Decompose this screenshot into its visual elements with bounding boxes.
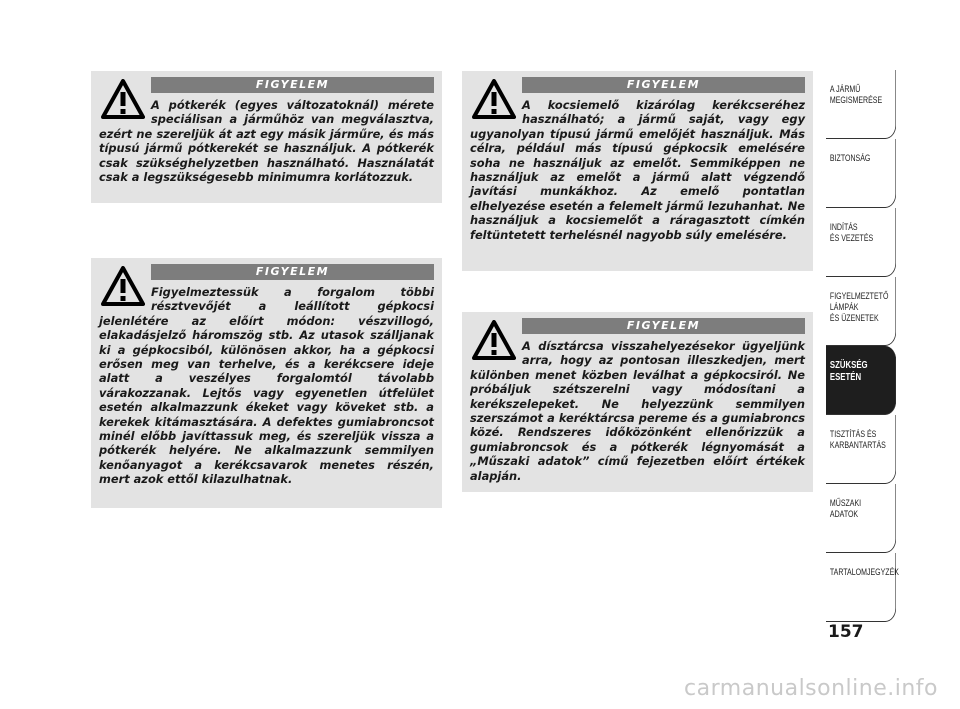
warning-triangle-icon [472, 79, 516, 119]
warning-heading: FIGYELEM [522, 318, 805, 334]
warning-text: A kocsiemelő kizárólag kerékcseréhez használható; a jármű saját, vagy egy ugyanolyan típusú jármű emelőjét használjuk. Más célra, például más típusú gépkocsik emelésére soha ne használjuk az emelőt. Semmiképpen ne használjuk az emelőt a jármű alatt végzendő javítási munkákhoz. Az emelő pontatlan elhelyezése esetén a felemelt jármű lezuhanhat. Ne használjuk a kocsiemelőt a ráragasztott címkén feltüntetett terhelésnél nagyobb súly emelésére. [470, 98, 805, 242]
watermark: carmanualsonline.info [684, 676, 938, 701]
tab-technical-data[interactable]: MŰSZAKI ADATOK [826, 484, 896, 553]
warning-heading: FIGYELEM [151, 264, 434, 280]
tab-index[interactable]: TARTALOMJEGYZÉK [826, 553, 896, 622]
tab-safety[interactable]: BIZTONSÁG [826, 139, 896, 208]
warning-heading: FIGYELEM [151, 77, 434, 93]
warning-box-traffic [91, 258, 442, 508]
warning-triangle-icon [101, 79, 145, 119]
warning-box-spare-wheel [91, 71, 442, 203]
warning-triangle-icon [472, 320, 516, 360]
warning-text: A dísztárcsa visszahelyezésekor ügyeljünk arra, hogy az pontosan illeszkedjen, mert különben menet közben leválhat a gépkocsiról. Ne próbáljuk szétszerelni vagy módosítani a kerékszelepeket. Ne helyezzünk semmilyen szerszámot a keréktárcsa pereme és a gumiabroncs közé. Rendszeres időközönként ellenőrizzük a gumiabroncsok és a pótkerék légnyomását a „Műszaki adatok” című fejezetben előírt értékek alapján. [470, 339, 805, 483]
warning-box-jack [462, 71, 813, 271]
warning-triangle-icon [101, 266, 145, 306]
tab-starting-driving[interactable]: INDÍTÁS ÉS VEZETÉS [826, 208, 896, 277]
warning-heading: FIGYELEM [522, 77, 805, 93]
page-number: 157 [828, 622, 864, 642]
tab-warning-lights[interactable]: FIGYELMEZTETŐ LÁMPÁK ÉS ÜZENETEK [826, 277, 896, 346]
chapter-sidenav [826, 70, 916, 622]
tab-emergency[interactable]: SZÜKSÉG ESETÉN [826, 346, 896, 415]
tab-maintenance[interactable]: TISZTÍTÁS ÉS KARBANTARTÁS [826, 415, 896, 484]
warning-box-hubcap [462, 312, 813, 492]
warning-text: A pótkerék (egyes változatoknál) mérete speciálisan a járműhöz van megválasztva, ezért ne szereljük át azt egy másik járműre, és más típusú jármű pótkerekét se használjuk. A pótkerék csak szükséghelyzetben használható. Használatát csak a legszükségesebb minimumra korlátozzuk. [99, 98, 434, 185]
tab-vehicle-intro[interactable]: A JÁRMŰ MEGISMERÉSE [826, 70, 896, 139]
warning-text: Figyelmeztessük a forgalom többi résztvevőjét a leállított gépkocsi jelenlétére az előírt módon: vészvillogó, elakadásjelző háromszög stb. Az utasok szálljanak ki a gépkocsiból, különösen akkor, ha a gépkocsi erősen meg van terhelve, és a kerékcsere ideje alatt a veszélyes forgalomtól távolabb várakozzanak. Lejtős vagy egyenetlen útfelület esetén alkalmazzunk ékeket vagy köveket stb. a kerekek kitámasztására. A defektes gumiabroncsot minél előbb javíttassuk meg, és szereljük vissza a pótkerék helyére. Ne alkalmazzunk semmilyen kenőanyagot a kerékcsavarok menetes részén, mert azok ettől kilazulhatnak. [99, 285, 434, 487]
